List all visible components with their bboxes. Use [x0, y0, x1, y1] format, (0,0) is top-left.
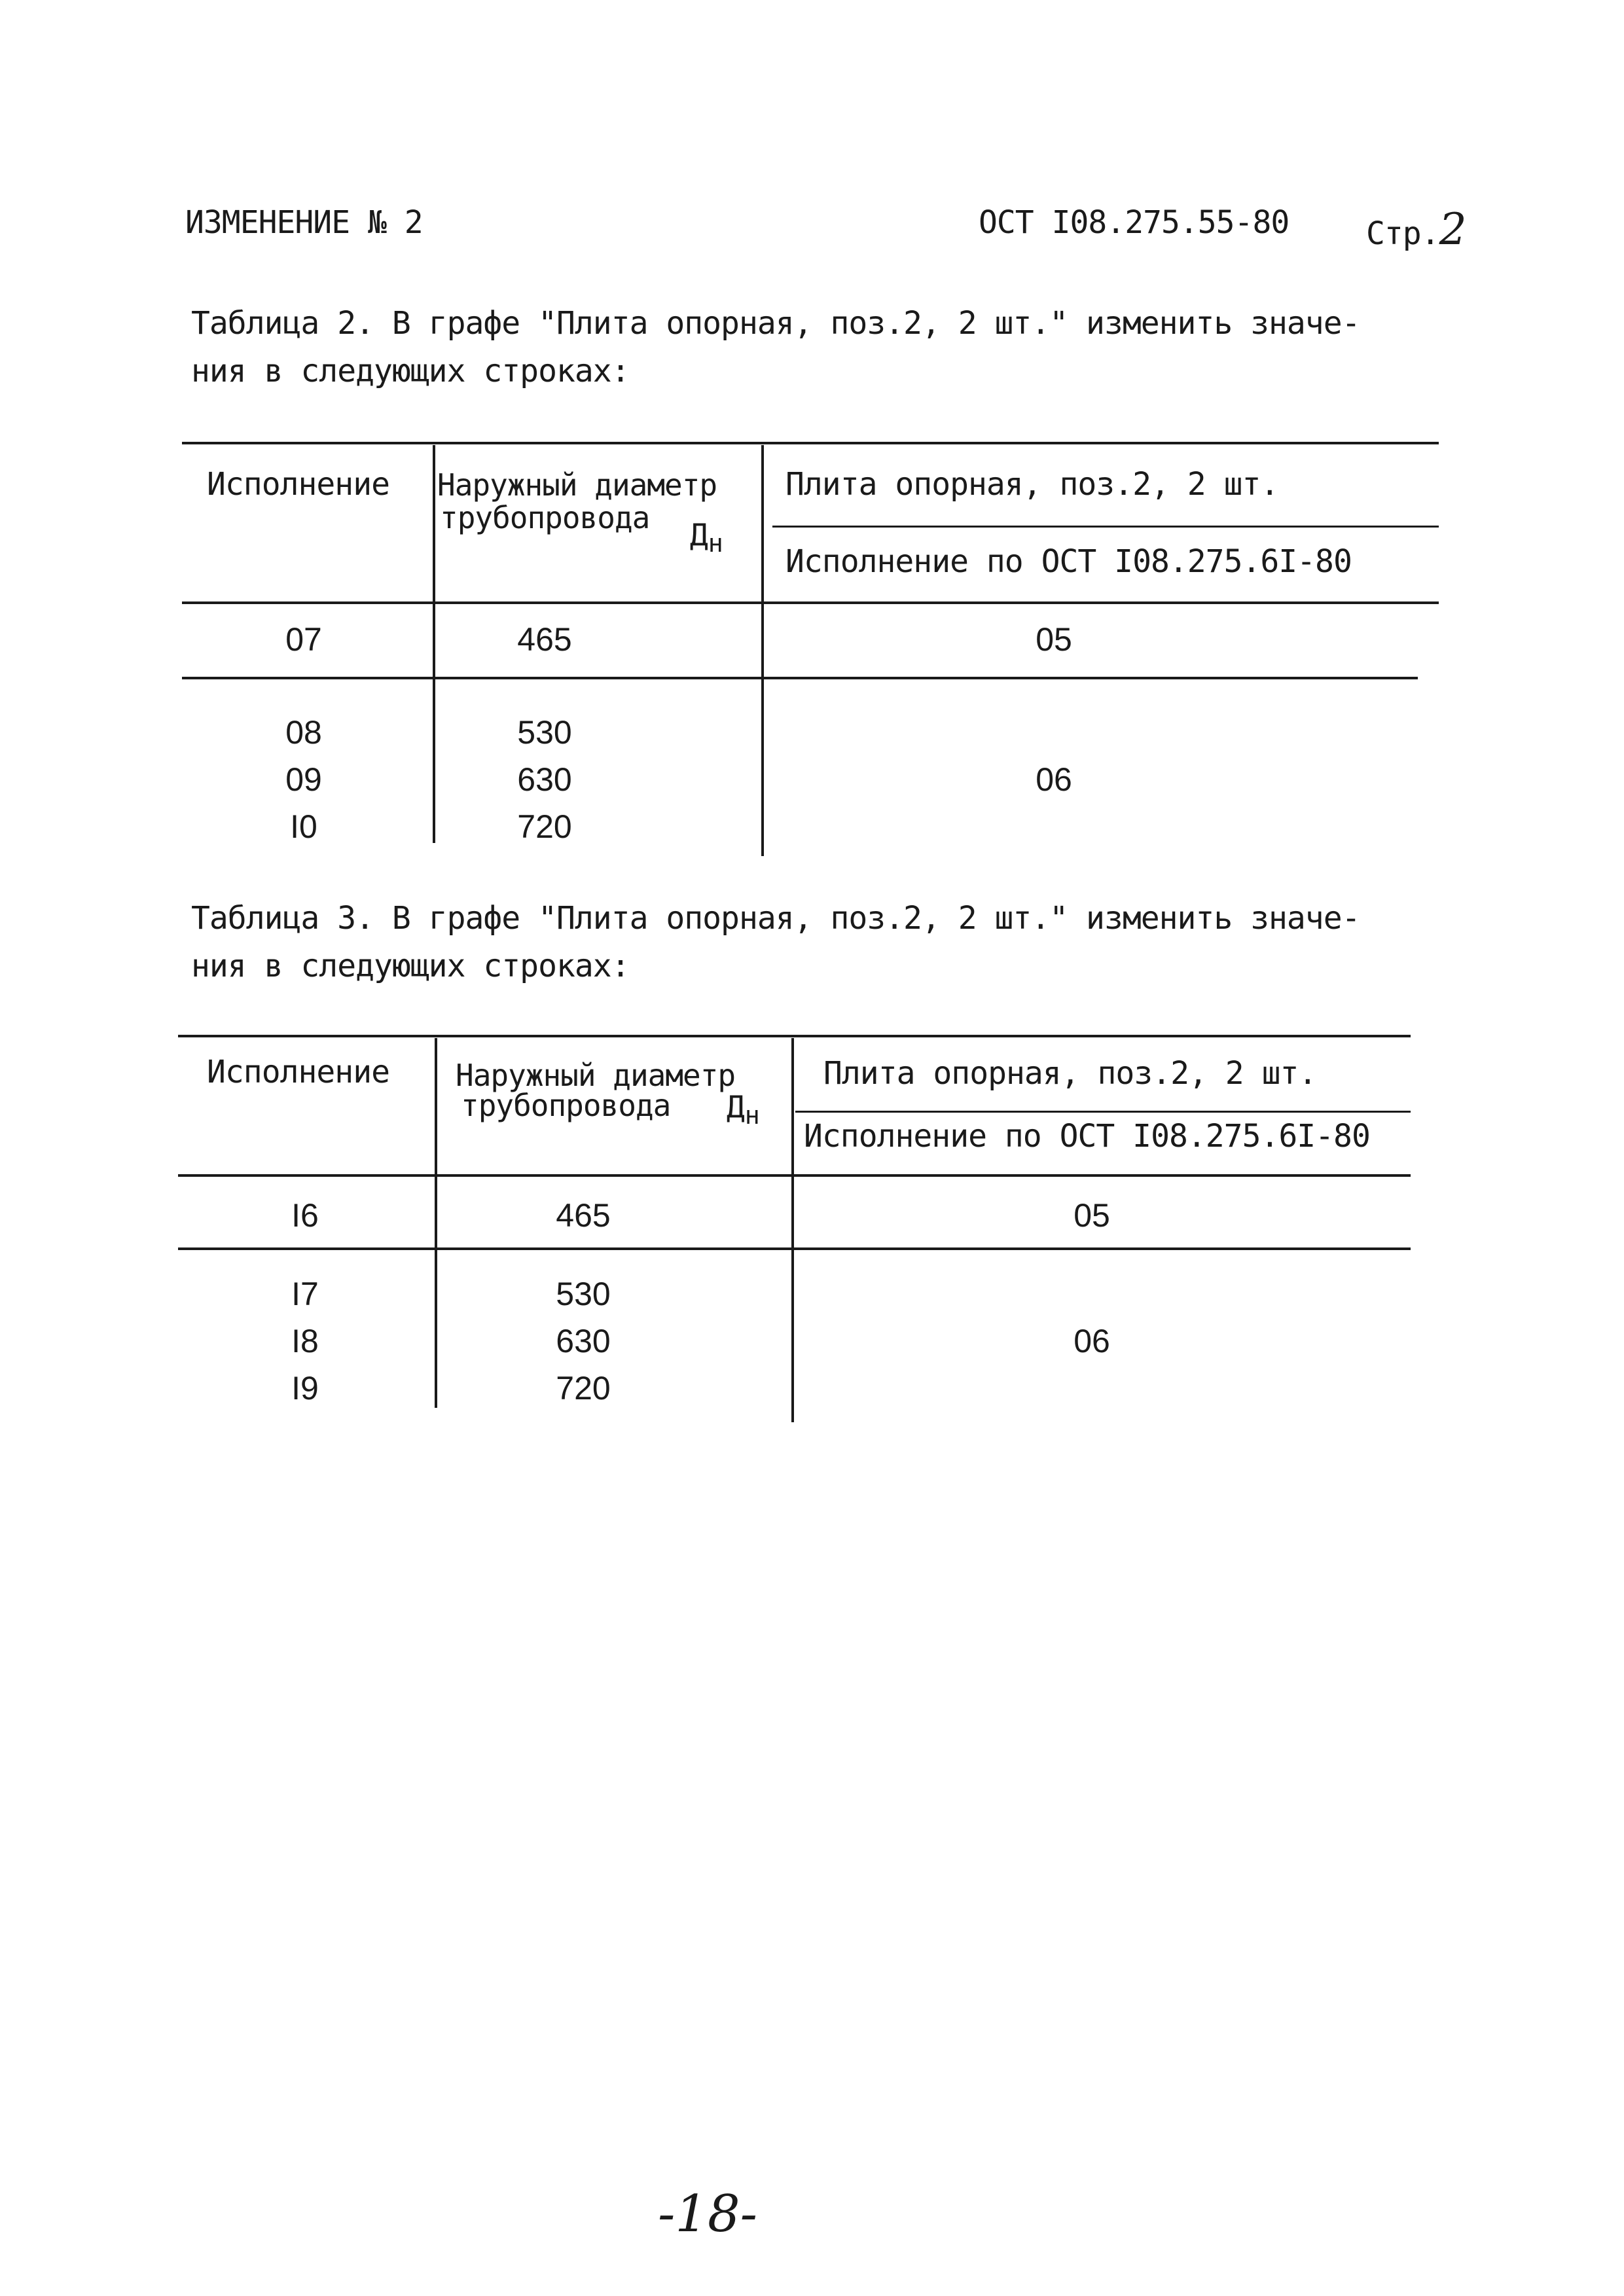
- table3-header-bottom-rule: [178, 1174, 1411, 1177]
- footer-page-number: -18-: [658, 2185, 757, 2244]
- table3-dn-symbol: [727, 1089, 760, 1130]
- table2-row1-diameter: 465: [517, 621, 572, 658]
- table2-instruction-line1: Таблица 2. В графе "Плита опорная, поз.2, 2 шт." изменить значе-: [191, 305, 1360, 342]
- table2-row1-plate: 05: [1036, 621, 1072, 658]
- table3-top-rule: [178, 1035, 1411, 1037]
- table3-col2-header-line1: Наружный диаметр: [456, 1058, 736, 1093]
- table2-row3-diameter: 630: [517, 761, 572, 798]
- table2-instruction: [191, 300, 1435, 395]
- table3-dn-letter: Д: [727, 1089, 745, 1124]
- table3-row4-variant: I9: [291, 1370, 319, 1407]
- table2-col3-subheader: Исполнение по ОСТ I08.275.6I-80: [785, 543, 1352, 580]
- table3-row1-plate: 05: [1074, 1197, 1110, 1234]
- table2-row2-diameter: 530: [517, 714, 572, 751]
- table3-col-divider-1: [435, 1038, 437, 1408]
- table3-row1-variant: I6: [291, 1197, 319, 1234]
- table3-instruction-line2: ния в следующих строках:: [191, 948, 630, 984]
- table3-col2-header-line2: трубопровода: [461, 1088, 671, 1123]
- table3-group-plate: 06: [1074, 1323, 1110, 1359]
- standard-number: ОСТ I08.275.55-80: [979, 204, 1290, 241]
- table2-instruction-line2: ния в следующих строках:: [191, 353, 630, 389]
- table2-col2-header-line1: Наружный диаметр: [437, 467, 717, 503]
- table3-row2-variant: I7: [291, 1276, 319, 1312]
- table3-instruction-line1: Таблица 3. В графе "Плита опорная, поз.2, 2 шт." изменить значе-: [191, 900, 1360, 937]
- table3-row1-diameter: 465: [556, 1197, 611, 1234]
- table2-col1-header: Исполнение: [207, 466, 389, 503]
- table2-row4-variant: I0: [290, 808, 317, 845]
- table3-col3-subheader: Исполнение по ОСТ I08.275.6I-80: [804, 1118, 1370, 1155]
- table3-row4-diameter: 720: [556, 1370, 611, 1407]
- table3-col1-header: Исполнение: [207, 1054, 389, 1090]
- table2-row4-diameter: 720: [517, 808, 572, 845]
- table2-row1-variant: 07: [285, 621, 322, 658]
- table3-row3-diameter: 630: [556, 1323, 611, 1359]
- table2-col3-header: Плита опорная, поз.2, 2 шт.: [785, 466, 1279, 503]
- page-indicator: [1366, 204, 1466, 255]
- table2-dn-letter: Д: [690, 517, 708, 552]
- table2-row2-variant: 08: [285, 714, 322, 751]
- table2-row3-variant: 09: [285, 761, 322, 798]
- table3-row-rule: [178, 1247, 1411, 1250]
- table3-row3-variant: I8: [291, 1323, 319, 1359]
- table2-col-divider-1: [433, 445, 435, 843]
- page-prefix: Стр.: [1366, 215, 1439, 252]
- table2-group-plate: 06: [1036, 761, 1072, 798]
- table2-header-bottom-rule: [182, 601, 1439, 604]
- table2-header-sub-rule: [772, 526, 1439, 528]
- table3-col-divider-2: [791, 1038, 794, 1422]
- table2-dn-symbol: [690, 517, 723, 558]
- change-label: ИЗМЕНЕНИЕ № 2: [185, 204, 423, 241]
- table2-dn-sub: н: [708, 529, 723, 559]
- table2-col-divider-2: [761, 445, 764, 856]
- table3-row2-diameter: 530: [556, 1276, 611, 1312]
- table2-row-rule: [182, 677, 1418, 679]
- table3-dn-sub: н: [744, 1101, 760, 1131]
- table3-header-sub-rule: [795, 1111, 1411, 1113]
- table3-instruction: [191, 895, 1435, 990]
- page-number-handwritten: 2: [1439, 204, 1466, 255]
- table2-col2-header-line2: трубопровода: [440, 500, 650, 535]
- table2-top-rule: [182, 442, 1439, 444]
- table3-col3-header: Плита опорная, поз.2, 2 шт.: [823, 1055, 1317, 1092]
